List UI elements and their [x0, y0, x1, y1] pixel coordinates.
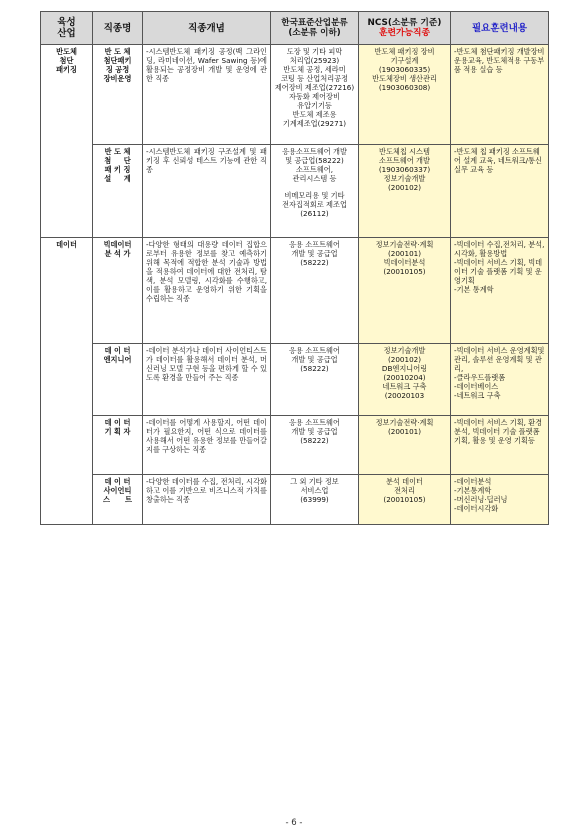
ncs-line: (1903060308)	[378, 83, 431, 92]
industry-cell-data	[41, 238, 93, 525]
ksic-line: (63999)	[300, 495, 329, 504]
job-name-line: 징 공정	[105, 65, 130, 74]
training-line: -반도체 첨단패키징 개발장비 운용교육, 반도체적용 구동부품 적용 실습 등	[454, 47, 545, 74]
ncs-cell	[359, 344, 451, 416]
ksic-line: 소프트웨어,	[295, 165, 333, 174]
training-line: -데이터베이스	[454, 382, 499, 391]
job-name-line: 데 이 터	[104, 346, 131, 355]
job-name-line: 장비운영	[103, 74, 132, 83]
job-concept-cell: -시스템반도체 패키징 구조설계 및 패키징 후 신뢰성 테스트 기능에 관한 직종	[143, 145, 271, 238]
training-cell	[451, 45, 549, 145]
training-cell	[451, 344, 549, 416]
header-ksic	[271, 12, 359, 45]
ncs-line: 전처리	[394, 486, 415, 495]
job-name-line: 패 키 징	[104, 165, 131, 174]
training-line: -빅데이터 서비스 기획, 빅데이터 기술 플랫폼 기획 및 운영기획	[454, 258, 543, 285]
header-row	[41, 12, 549, 45]
header-industry: 육성 산업	[41, 12, 93, 45]
job-concept-cell: -시스템반도체 패키징 공정(백 그라인딩, 라미네이션, Wafer Sawing 등)에 활용되는 공정장비 개발 및 운영에 관한 직종	[143, 45, 271, 145]
table-row	[41, 45, 549, 145]
job-name-line: 첨단패키	[103, 56, 132, 65]
job-name-line: 데 이 터	[104, 477, 131, 486]
ksic-line: 서비스업	[300, 486, 329, 495]
ncs-line: DB엔지니어링	[381, 364, 428, 373]
industry-cell-semiconductor	[41, 45, 93, 238]
ncs-line: 정보기술전략·계획	[375, 240, 434, 249]
ksic-cell	[271, 475, 359, 525]
ksic-line: 비메모리용 및 기타	[284, 191, 345, 200]
job-concept-cell: -다양한 데이터를 수집, 전처리, 시각화하고 이를 기반으로 비즈니스적 가치를 창출하는 직종	[143, 475, 271, 525]
ncs-line: (20010105)	[383, 267, 426, 276]
ksic-cell	[271, 145, 359, 238]
ncs-cell	[359, 416, 451, 475]
training-line: -머신러닝·딥러닝	[454, 495, 508, 504]
training-line: -기본 통계학	[454, 285, 494, 294]
ksic-cell	[271, 45, 359, 145]
ksic-line: 반도체 공정, 세라미	[283, 65, 346, 74]
job-name-line: 사이언티	[103, 486, 132, 495]
training-line: -클라우드플랫폼	[454, 373, 506, 382]
ksic-line: 기계제조업(29271)	[282, 119, 347, 128]
ksic-line: 개발 및 공급업	[291, 427, 338, 436]
job-name-cell	[93, 145, 143, 238]
job-name-line: 반 도 체	[104, 47, 131, 56]
ksic-line: (58222)	[300, 364, 329, 373]
ksic-line: 자동화 제어장비	[289, 92, 340, 101]
job-name-line: 데 이 터	[104, 418, 131, 427]
table-row	[41, 238, 549, 344]
table-row	[41, 416, 549, 475]
ksic-line: 및 공급업(58222)	[285, 156, 344, 165]
ncs-line: 반도체장비 생산관리	[372, 74, 437, 83]
training-cell	[451, 145, 549, 238]
ksic-cell	[271, 416, 359, 475]
job-concept-cell: -데이터 분석가나 데이터 사이언티스트가 데이터를 활용해서 데이터 분석, 머신러닝 모델 구현 등을 편하게 할 수 있도록 환경을 만들어 주는 직종	[143, 344, 271, 416]
job-concept-cell: -다양한 형태의 대용량 데이터 집합으로부터 유용한 정보를 찾고 예측하기 위해 목적에 적합한 분석 기술과 방법을 적용하여 데이터에 대한 전처리, 탐색, 분석 모델링, 시각화를 수행하고, 이를 활용하고 운영하기 위한 기획을 수립하는 직종	[143, 238, 271, 344]
ncs-line: (200102)	[387, 183, 422, 192]
ksic-line: 전자집적회로 제조업	[282, 200, 347, 209]
job-name-cell	[93, 238, 143, 344]
ksic-cell	[271, 238, 359, 344]
ksic-line: (26112)	[300, 209, 329, 218]
job-concept-cell: -데이터를 어떻게 사용할지, 어떤 데이터가 필요한지, 어떤 식으로 데이터를 사용해서 어떤 유용한 정보를 만들어갈지를 구상하는 직종	[143, 416, 271, 475]
job-name-cell	[93, 475, 143, 525]
training-cell	[451, 475, 549, 525]
header-ksic-line-1: 한국표준산업분류	[281, 17, 348, 28]
ksic-line: 개발 및 공급업	[291, 355, 338, 364]
ksic-line: 그 외 기타 정보	[290, 477, 339, 486]
job-name-line: 첨 단	[104, 156, 131, 165]
job-name-line: 반 도 체	[104, 147, 131, 156]
ksic-line: 코팅 등 산업처리공정	[280, 74, 349, 83]
job-name-cell	[93, 416, 143, 475]
training-line: -데이터분석	[454, 477, 492, 486]
job-name-line: 스 트	[103, 495, 132, 504]
header-training: 필요훈련내용	[451, 12, 549, 45]
training-occupation-table	[40, 11, 549, 525]
ncs-line: 빅데이터분석	[383, 258, 426, 267]
training-cell	[451, 238, 549, 344]
header-ksic-line-2: (소분류 이하)	[288, 28, 341, 38]
ncs-line: 기구설계	[390, 56, 419, 65]
table-row	[41, 344, 549, 416]
ncs-cell	[359, 145, 451, 238]
ksic-line: 유압기기등	[297, 101, 332, 110]
header-ncs	[359, 12, 451, 45]
ncs-line: 분석 데이터	[385, 477, 423, 486]
training-line: -기본통계학	[454, 486, 492, 495]
job-name-line: 빅데이터	[103, 240, 132, 249]
training-cell	[451, 416, 549, 475]
ncs-line: (1903060335)	[378, 65, 431, 74]
training-line: -빅데이터 서비스 기획, 환경분석, 빅데이터 기술 플랫폼 기획, 활용 및 운영 기획등	[454, 418, 543, 445]
ncs-line: 반도체 패키징 장비	[374, 47, 435, 56]
industry-label-line: 패키징	[56, 65, 77, 74]
job-name-cell	[93, 45, 143, 145]
ncs-line: 소프트웨어 개발	[379, 156, 430, 165]
job-name-line: 분 석 가	[104, 249, 131, 258]
ncs-line: (200101)	[387, 427, 422, 436]
ncs-line: (1903060337)	[378, 165, 431, 174]
job-name-cell	[93, 344, 143, 416]
ncs-line: 반도체칩 시스템	[379, 147, 430, 156]
header-job: 직종명	[93, 12, 143, 45]
ksic-line: 제어장비 제조업(27216)	[274, 83, 355, 92]
training-line: -반도체 칩 패키징 소프트웨어 설계 교육, 네트워크/통신 실무 교육 등	[454, 147, 542, 174]
training-line: -데이터시각화	[454, 504, 499, 513]
ksic-cell	[271, 344, 359, 416]
ncs-line: (20010105)	[383, 495, 426, 504]
header-concept: 직종개념	[143, 12, 271, 45]
ksic-line: 응용 소프트웨어	[289, 240, 340, 249]
ksic-line: (58222)	[300, 436, 329, 445]
ksic-line: 응용 소프트웨어	[289, 346, 340, 355]
ncs-line: 정보기술전략·계획	[375, 418, 434, 427]
ksic-line: 반도체 제조용	[292, 110, 337, 119]
ksic-line: 응용소프트웨어 개발	[282, 147, 347, 156]
ksic-line	[274, 183, 355, 191]
ksic-line: 개발 및 공급업	[291, 249, 338, 258]
industry-label-line: 첨단	[59, 56, 74, 65]
industry-label-line: 데이터	[56, 240, 77, 249]
ncs-cell	[359, 45, 451, 145]
ksic-line: (58222)	[300, 258, 329, 267]
ksic-line: 응용 소프트웨어	[289, 418, 340, 427]
ksic-line: 관리시스템 등	[292, 174, 337, 183]
training-line: -빅데이터 서비스 운영계획및관리, 솔루션 운영계획 및 관리,	[454, 346, 545, 373]
ncs-line: 네트워크 구축	[382, 382, 427, 391]
header-ncs-line-1: NCS(소분류 기준)	[367, 17, 442, 28]
training-line: -네트워크 구축	[454, 391, 501, 400]
ncs-line: (20020103	[384, 391, 425, 400]
job-name-line: 설 계	[104, 174, 131, 183]
ncs-line: 정보기술개발	[383, 346, 426, 355]
job-name-line: 기 획 자	[104, 427, 131, 436]
ncs-line: 정보기술개발	[383, 174, 426, 183]
table-row	[41, 475, 549, 525]
ncs-line: (20010204)	[383, 373, 426, 382]
table-row	[41, 145, 549, 238]
job-name-line: 엔지니어	[103, 355, 132, 364]
ncs-cell	[359, 238, 451, 344]
ncs-line: (200101)	[387, 249, 422, 258]
page-number: - 6 -	[285, 818, 303, 828]
header-ncs-line-2: 훈련가능직종	[379, 28, 430, 38]
training-line: -빅데이터 수집,전처리, 분석, 시각화, 활용방법	[454, 240, 545, 258]
industry-label-line: 반도체	[56, 47, 77, 56]
ncs-line: (200102)	[387, 355, 422, 364]
ncs-cell	[359, 475, 451, 525]
ksic-line: 도장 및 기타 피막	[286, 47, 343, 56]
ksic-line: 처리업(25923)	[289, 56, 340, 65]
